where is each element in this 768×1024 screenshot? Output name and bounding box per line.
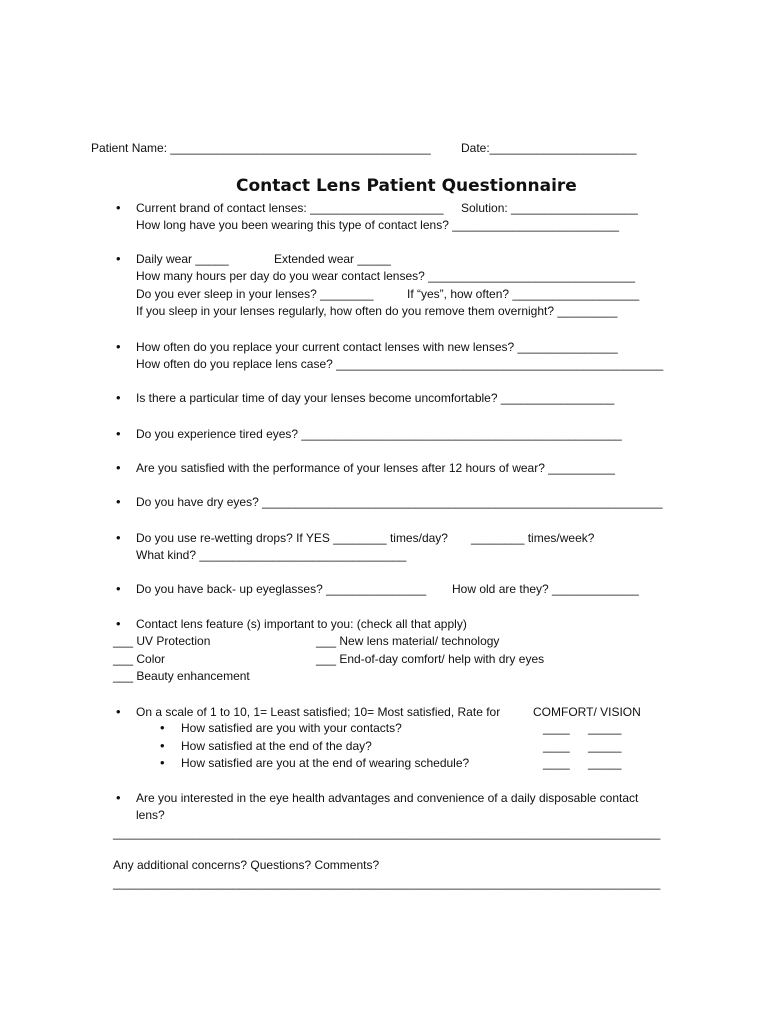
rating-scale-intro: On a scale of 1 to 10, 1= Least satisfied; 10= Most satisfied, Rate for — [136, 705, 501, 719]
bullet: • — [116, 530, 121, 545]
daily-disposable-question-cont: lens? — [136, 808, 165, 822]
brand-question: Current brand of contact lenses: ____________________ — [136, 201, 444, 215]
bullet: • — [116, 200, 121, 215]
additional-comments-answer-line[interactable]: __________________________________________________________________________________ — [113, 876, 661, 890]
daily-disposable-answer-line[interactable]: __________________________________________________________________________________ — [113, 826, 661, 840]
features-intro: Contact lens feature (s) important to you: (check all that apply) — [136, 617, 467, 631]
patient-name-field[interactable]: Patient Name: _______________________________________ — [91, 141, 431, 155]
bullet: • — [116, 251, 121, 266]
bullet: • — [116, 790, 121, 805]
rating-columns-header: COMFORT/ VISION — [533, 705, 641, 719]
feature-beauty-enhancement[interactable]: ___ Beauty enhancement — [113, 669, 250, 683]
replace-case-question: How often do you replace lens case? _________________________________________________ — [136, 357, 664, 371]
feature-new-material[interactable]: ___ New lens material/ technology — [316, 634, 500, 648]
comfort-rating-blank[interactable]: ____ — [543, 721, 570, 735]
comfort-rating-blank[interactable]: ____ — [543, 756, 570, 770]
eyeglasses-age-question: How old are they? _____________ — [452, 582, 639, 596]
rating-item: How satisfied are you with your contacts? — [181, 721, 402, 735]
bullet: • — [116, 390, 121, 405]
bullet: • — [160, 738, 165, 753]
date-field[interactable]: Date:______________________ — [461, 141, 637, 155]
comfort-rating-blank[interactable]: ____ — [543, 739, 570, 753]
dry-eyes-question: Do you have dry eyes? ____________________________________________________________ — [136, 495, 663, 509]
bullet: • — [116, 494, 121, 509]
bullet: • — [116, 460, 121, 475]
bullet: • — [116, 339, 121, 354]
feature-color[interactable]: ___ Color — [113, 652, 166, 666]
bullet: • — [116, 616, 121, 631]
rewetting-drops-question: Do you use re-wetting drops? If YES ________ times/day? — [136, 531, 448, 545]
remove-overnight-question: If you sleep in your lenses regularly, how often do you remove them overnight? _________ — [136, 304, 618, 318]
vision-rating-blank[interactable]: _____ — [588, 756, 622, 770]
bullet: • — [116, 426, 121, 441]
bullet: • — [116, 704, 121, 719]
backup-eyeglasses-question: Do you have back- up eyeglasses? _______________ — [136, 582, 427, 596]
replace-lenses-question: How often do you replace your current contact lenses with new lenses? _______________ — [136, 340, 618, 354]
hours-per-day-question: How many hours per day do you wear contact lenses? _______________________________ — [136, 269, 636, 283]
performance-question: Are you satisfied with the performance of your lenses after 12 hours of wear? __________ — [136, 461, 615, 475]
wearing-duration-question: How long have you been wearing this type of contact lens? _________________________ — [136, 218, 620, 232]
bullet: • — [160, 755, 165, 770]
sleep-frequency-question: If “yes”, how often? ___________________ — [407, 287, 640, 301]
vision-rating-blank[interactable]: _____ — [588, 721, 622, 735]
page-title: Contact Lens Patient Questionnaire — [236, 176, 577, 196]
bullet: • — [116, 581, 121, 596]
sleep-question: Do you ever sleep in your lenses? ________ — [136, 287, 374, 301]
rating-item: How satisfied are you at the end of wearing schedule? — [181, 756, 470, 770]
feature-end-of-day-comfort[interactable]: ___ End-of-day comfort/ help with dry eyes — [316, 652, 545, 666]
extended-wear-option: Extended wear _____ — [274, 252, 391, 266]
daily-wear-option: Daily wear _____ — [136, 252, 229, 266]
solution-field: Solution: ___________________ — [461, 201, 638, 215]
tired-eyes-question: Do you experience tired eyes? ________________________________________________ — [136, 427, 622, 441]
additional-comments-label: Any additional concerns? Questions? Comments? — [113, 858, 380, 872]
times-per-week-field: ________ times/week? — [471, 531, 595, 545]
uncomfortable-time-question: Is there a particular time of day your lenses become uncomfortable? _________________ — [136, 391, 615, 405]
feature-uv-protection[interactable]: ___ UV Protection — [113, 634, 211, 648]
rating-item: How satisfied at the end of the day? — [181, 739, 372, 753]
bullet: • — [160, 720, 165, 735]
vision-rating-blank[interactable]: _____ — [588, 739, 622, 753]
daily-disposable-question: Are you interested in the eye health advantages and convenience of a daily disposable contact — [136, 791, 639, 805]
drops-kind-question: What kind? _______________________________ — [136, 548, 407, 562]
